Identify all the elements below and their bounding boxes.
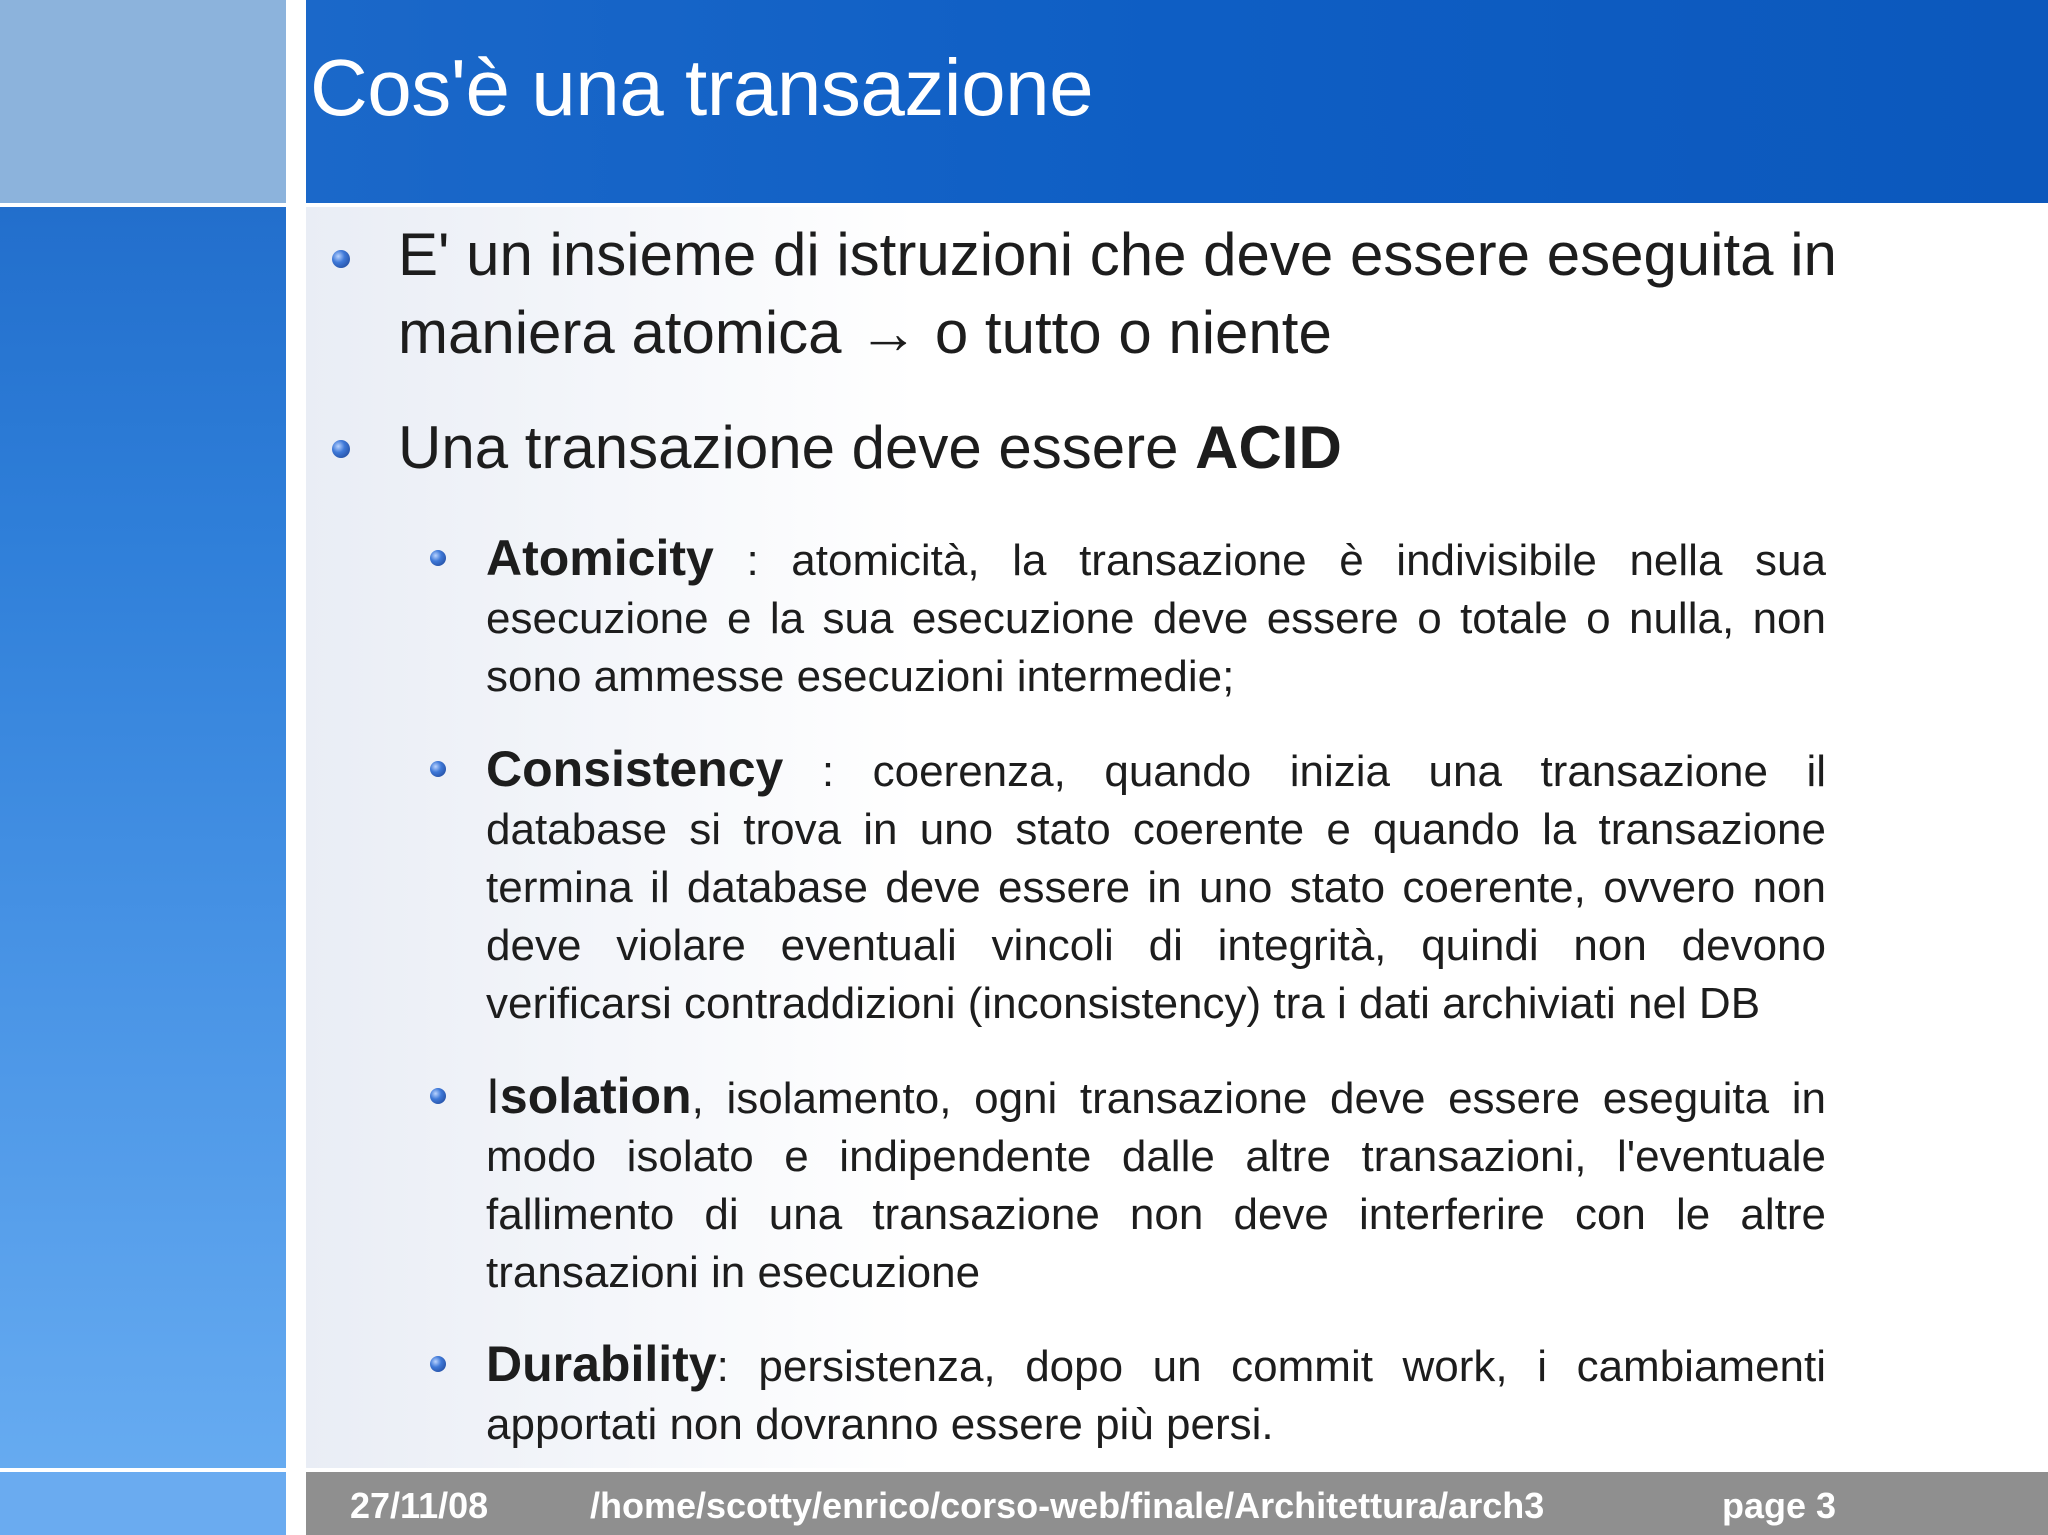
divider-horizontal bbox=[0, 203, 2048, 207]
left-top-block bbox=[0, 0, 286, 203]
footer-date: 27/11/08 bbox=[350, 1485, 489, 1526]
divider-horizontal bbox=[0, 1468, 306, 1472]
bullet-icon bbox=[430, 1088, 446, 1104]
acid-item-isolation: Isolation, isolamento, ogni transazione deve essere eseguita in modo isolato e indipendente dalle altre transazioni, l'eventuale fallimento di una transazione non deve interferire con le altre transazioni in esecuzione bbox=[486, 1068, 1826, 1297]
footer-page-number: page 3 bbox=[1722, 1485, 1837, 1526]
acid-item-durability: Durability: persistenza, dopo un commit work, i cambiamenti apportati non dovranno essere più persi. bbox=[486, 1336, 1827, 1449]
acid-item-consistency: Consistency : coerenza, quando inizia una transazione il database si trova in uno stato coerente e quando la transazione termina il database deve essere in uno stato coerente, ovvero non deve violare eventuali vincoli di integrità, quindi non devono verificarsi contraddizioni (inconsistency) tra i dati archiviati nel DB bbox=[486, 741, 1826, 1028]
bullet-transaction-definition: E' un insieme di istruzioni che deve essere eseguita in maniera atomica → o tutto o niente bbox=[398, 221, 1837, 366]
bullet-icon bbox=[430, 550, 446, 566]
bullet-icon bbox=[430, 761, 446, 777]
acid-item-atomicity: Atomicity : atomicità, la transazione è indivisibile nella sua esecuzione e la sua esecuzione deve essere o totale o nulla, non sono ammesse esecuzioni intermedie; bbox=[486, 530, 1826, 701]
divider-vertical bbox=[302, 0, 306, 1535]
divider-vertical bbox=[286, 0, 290, 1535]
bullet-icon bbox=[430, 1356, 446, 1372]
bullet-icon bbox=[332, 250, 350, 268]
slide-title: Cos'è una transazione bbox=[310, 43, 1094, 132]
left-bottom-block bbox=[0, 1468, 286, 1535]
bullet-icon bbox=[332, 440, 350, 458]
bullet-acid-intro: Una transazione deve essere ACID bbox=[398, 414, 1342, 481]
left-decor-band bbox=[0, 0, 286, 1535]
footer-file-path: /home/scotty/enrico/corso-web/finale/Architettura/arch3 bbox=[590, 1485, 1544, 1526]
